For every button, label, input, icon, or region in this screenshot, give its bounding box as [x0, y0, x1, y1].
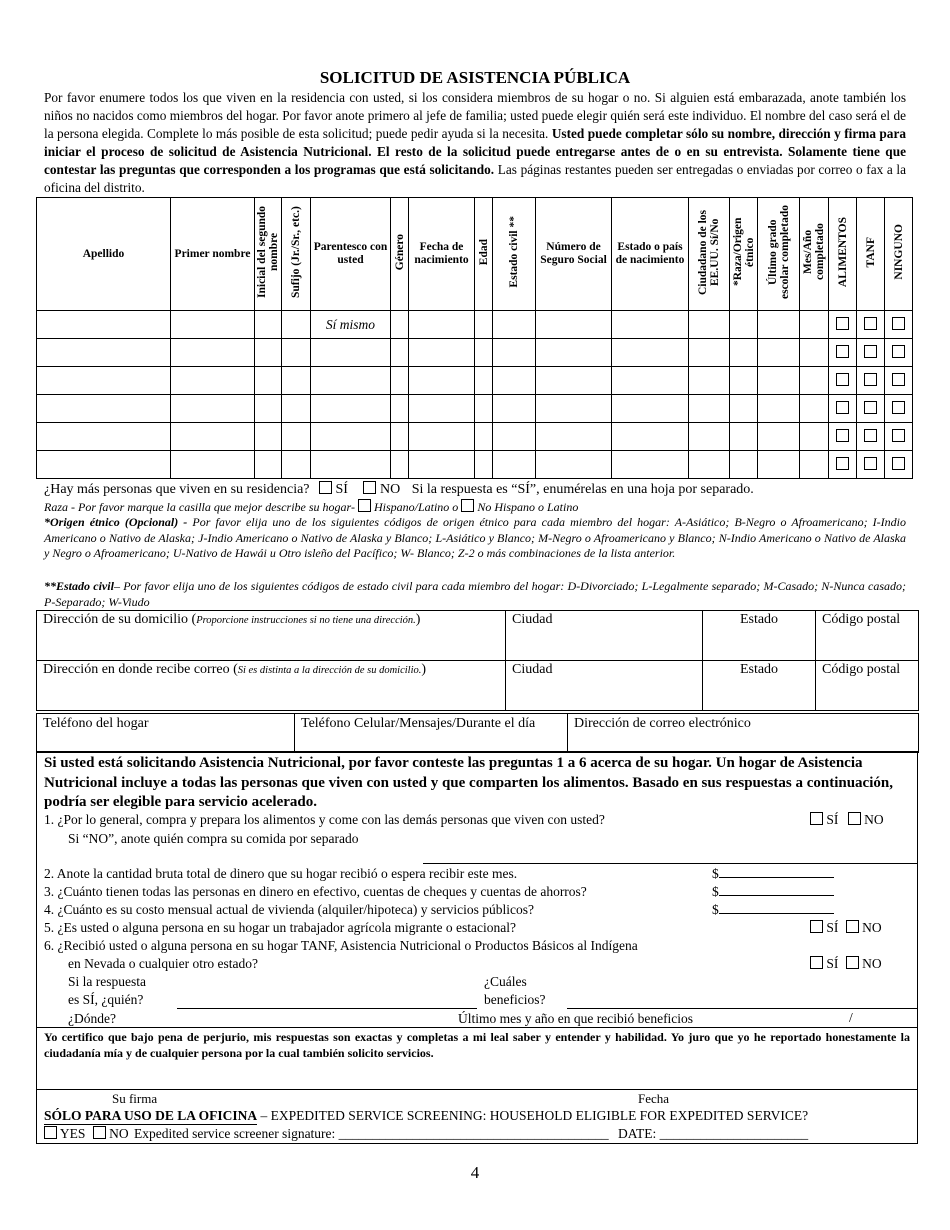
- table-cell[interactable]: [282, 423, 311, 451]
- program-checkbox[interactable]: [864, 401, 877, 414]
- program-checkbox[interactable]: [892, 373, 905, 386]
- table-cell: [829, 395, 857, 423]
- mail-city-field[interactable]: Ciudad: [506, 661, 703, 711]
- intro-text-3: Las páginas restantes pueden ser entregadas o enviadas por correo o fax a la oficina del distrito.: [44, 162, 907, 195]
- table-cell[interactable]: [730, 311, 758, 339]
- table-cell[interactable]: [391, 367, 409, 395]
- table-cell[interactable]: [37, 423, 171, 451]
- table-cell[interactable]: [282, 311, 311, 339]
- table-cell[interactable]: [171, 339, 255, 367]
- civil-note: **Estado civil– Por favor elija uno de los siguientes códigos de estado civil para cada miembro del hogar: D-Divorciado; L-Legalmente separado; M-Casado; N-Nunca casado; P-Separado; W-Viudo: [44, 579, 906, 609]
- table-cell: [885, 423, 913, 451]
- program-checkbox[interactable]: [864, 317, 877, 330]
- q6-answers: SÍ NO: [810, 956, 882, 972]
- table-cell: [829, 311, 857, 339]
- table-cell: [885, 339, 913, 367]
- table-cell: [857, 395, 885, 423]
- program-checkbox[interactable]: [864, 345, 877, 358]
- table-cell[interactable]: [409, 423, 475, 451]
- table-cell[interactable]: [475, 367, 493, 395]
- program-checkbox[interactable]: [892, 429, 905, 442]
- where-label: ¿Dónde?: [68, 1011, 116, 1026]
- table-cell[interactable]: [255, 423, 282, 451]
- table-cell[interactable]: [493, 311, 536, 339]
- nutrition-section: [36, 751, 918, 1144]
- table-cell[interactable]: [282, 339, 311, 367]
- table-cell: [885, 311, 913, 339]
- q5-yes-checkbox[interactable]: [810, 920, 823, 933]
- table-cell[interactable]: [730, 451, 758, 479]
- table-cell[interactable]: [391, 339, 409, 367]
- table-row: [37, 367, 913, 395]
- table-cell[interactable]: [282, 451, 311, 479]
- table-cell[interactable]: [758, 311, 800, 339]
- q4-text: 4. ¿Cuánto es su costo mensual actual de vivienda (alquiler/hipoteca) y servicios públicos?: [44, 902, 534, 917]
- table-cell[interactable]: [689, 451, 730, 479]
- cell-phone-field[interactable]: Teléfono Celular/Mensajes/Durante el día: [295, 714, 568, 753]
- program-checkbox[interactable]: [836, 457, 849, 470]
- table-cell[interactable]: [171, 451, 255, 479]
- more-people-no-label: NO: [379, 482, 401, 497]
- table-cell[interactable]: [255, 339, 282, 367]
- address-table: [36, 610, 919, 711]
- table-cell[interactable]: [409, 367, 475, 395]
- table-cell[interactable]: [409, 395, 475, 423]
- table-cell[interactable]: [311, 451, 391, 479]
- table-cell[interactable]: [689, 367, 730, 395]
- table-row: [37, 311, 913, 339]
- race-note: Raza - Por favor marque la casilla que mejor describe su hogar- Hispano/Latino o No Hispano o Latino: [44, 500, 579, 514]
- col-grado-escolar: Último grado escolar completado: [758, 198, 800, 311]
- table-cell[interactable]: [730, 423, 758, 451]
- q2-text: 2. Anote la cantidad bruta total de dinero que su hogar recibió o espera recibir este mes.: [44, 866, 518, 881]
- table-cell[interactable]: [255, 367, 282, 395]
- table-cell[interactable]: [282, 395, 311, 423]
- table-cell[interactable]: [311, 339, 391, 367]
- q5-no-checkbox[interactable]: [846, 920, 859, 933]
- table-cell[interactable]: [391, 451, 409, 479]
- table-cell[interactable]: [536, 395, 612, 423]
- table-cell[interactable]: [311, 395, 391, 423]
- last-benefit-slash: /: [849, 1010, 853, 1025]
- table-cell[interactable]: [409, 451, 475, 479]
- who-answer-line[interactable]: [177, 1008, 477, 1009]
- program-checkbox[interactable]: [836, 429, 849, 442]
- table-cell[interactable]: [536, 423, 612, 451]
- date-label: Fecha: [638, 1091, 670, 1106]
- col-ninguno: NINGUNO: [885, 198, 913, 311]
- table-cell[interactable]: [689, 423, 730, 451]
- intro-text-1: Por favor enumere todos los que viven en la residencia con usted, si los considera miembros de su hogar o no. Si alguien está embarazada, anote también los niños no nacidos como miembros del hogar. Por favor anote primero al jefe de familia; usted puede elegir quién será este individuo. El nombre del caso será el de la persona elegida. Complete lo más posible de esta solicitud; puede pedir ayuda si la necesita.: [44, 90, 906, 141]
- q1-text: 1. ¿Por lo general, compra y prepara los alimentos y come con las demás personas que viven con usted?: [44, 812, 605, 827]
- table-cell[interactable]: [409, 339, 475, 367]
- col-edad: Edad: [475, 198, 493, 311]
- table-row: [37, 395, 913, 423]
- table-cell[interactable]: [689, 311, 730, 339]
- mail-address-field[interactable]: Dirección en donde recibe correo (Si es distinta a la dirección de su domicilio.): [37, 661, 506, 711]
- table-cell[interactable]: [800, 395, 829, 423]
- table-row: [37, 339, 913, 367]
- program-checkbox[interactable]: [864, 429, 877, 442]
- table-cell[interactable]: [730, 367, 758, 395]
- table-cell: [857, 311, 885, 339]
- table-cell[interactable]: [391, 311, 409, 339]
- table-cell[interactable]: [255, 451, 282, 479]
- q4-amount[interactable]: $: [712, 902, 834, 918]
- who-label-2: es SÍ, ¿quién?: [68, 992, 144, 1007]
- col-alimentos: ALIMENTOS: [829, 198, 857, 311]
- table-cell[interactable]: [37, 367, 171, 395]
- more-people-question: ¿Hay más personas que viven en su residencia?: [44, 482, 310, 497]
- table-cell[interactable]: [409, 311, 475, 339]
- table-cell[interactable]: [171, 311, 255, 339]
- mail-zip-field[interactable]: Código postal: [816, 661, 919, 711]
- col-genero: Género: [391, 198, 409, 311]
- table-row: [37, 451, 913, 479]
- table-cell[interactable]: [493, 451, 536, 479]
- more-people-yes-checkbox[interactable]: [319, 481, 332, 494]
- more-people-instruction: Si la respuesta es “SÍ”, enumérelas en una hoja por separado.: [411, 482, 754, 497]
- col-ciudadano: Ciudadano de los EE.UU. Sí/No: [689, 198, 730, 311]
- intro-text-2: Usted puede completar sólo su nombre, dirección y firma para iniciar el proceso de solicitud de Asistencia Nutricional. El resto de la solicitud puede entregarse antes de o en su entrevista. Solamente tiene que contestar las preguntas que corresponden a los programas que está solicitando.: [44, 126, 907, 177]
- office-use-line: SÓLO PARA USO DE LA OFICINA – EXPEDITED SERVICE SCREENING: HOUSEHOLD ELIGIBLE FOR EXPEDITED SERVICE?: [44, 1108, 809, 1123]
- col-tanf: TANF: [857, 198, 885, 311]
- table-cell[interactable]: [391, 395, 409, 423]
- which-answer-line[interactable]: [567, 1008, 917, 1009]
- col-parentesco: Parentesco con usted: [311, 198, 391, 311]
- home-address-field[interactable]: Dirección de su domicilio (Proporcione instrucciones si no tiene una dirección.): [37, 611, 506, 661]
- table-cell[interactable]: [255, 311, 282, 339]
- table-cell[interactable]: [493, 423, 536, 451]
- q1-no-checkbox[interactable]: [848, 812, 861, 825]
- which-label-1: ¿Cuáles: [484, 974, 527, 989]
- q1b-answer-line[interactable]: [423, 863, 917, 864]
- table-cell[interactable]: [800, 311, 829, 339]
- table-cell[interactable]: [171, 367, 255, 395]
- table-cell[interactable]: [37, 451, 171, 479]
- table-cell[interactable]: [730, 339, 758, 367]
- table-cell: [829, 423, 857, 451]
- q6-no-checkbox[interactable]: [846, 956, 859, 969]
- office-yes-checkbox[interactable]: [44, 1126, 57, 1139]
- table-cell[interactable]: [800, 339, 829, 367]
- q5-text: 5. ¿Es usted o alguna persona en su hogar un trabajador agrícola migrante o estacional?: [44, 920, 516, 935]
- table-cell[interactable]: [689, 395, 730, 423]
- table-cell[interactable]: [536, 451, 612, 479]
- table-cell[interactable]: [475, 395, 493, 423]
- program-checkbox[interactable]: [836, 401, 849, 414]
- table-cell[interactable]: [536, 339, 612, 367]
- table-cell[interactable]: [311, 423, 391, 451]
- phone-table: [36, 713, 919, 753]
- table-cell[interactable]: [612, 339, 689, 367]
- table-cell[interactable]: [612, 311, 689, 339]
- table-cell[interactable]: [612, 395, 689, 423]
- col-mes-ano: Mes/Año completado: [800, 198, 829, 311]
- relation-self: Sí mismo: [325, 316, 376, 332]
- table-cell[interactable]: [311, 311, 391, 339]
- table-cell: [885, 451, 913, 479]
- col-estado-civil: Estado civil **: [493, 198, 536, 311]
- table-cell[interactable]: [171, 395, 255, 423]
- q3-text: 3. ¿Cuánto tienen todas las personas en dinero en efectivo, cuentas de cheques y cuentas de ahorros?: [44, 884, 587, 899]
- program-checkbox[interactable]: [892, 401, 905, 414]
- office-use-label: SÓLO PARA USO DE LA OFICINA: [44, 1108, 258, 1123]
- home-phone-field[interactable]: Teléfono del hogar: [37, 714, 295, 753]
- table-cell: [857, 451, 885, 479]
- office-screening-line: YES NO Expedited service screener signature: ________________________________________ DATE: ______________________: [44, 1126, 808, 1142]
- q2-amount[interactable]: $: [712, 866, 834, 882]
- ethnic-note: *Origen étnico (Opcional) - Por favor elija uno de los siguientes códigos de origen étnico para cada miembro del hogar: A-Asiático; B-Negro o Afroamericano; I-Indio Americano o Nativo de Alaska; J-Indio Americano o Nativo de Alaska y Blanco; L-Asiático y Blanco; M-Negro o Afroamericano y Blanco; N-Indio Americano o Nativo de Alaska y Negro o Afroamericano; U-Nativo de Hawái u Otro isleño del Pacífico; W- Blanco; Z-2 o más combinaciones de la lista anterior.: [44, 515, 906, 560]
- table-cell[interactable]: [800, 423, 829, 451]
- non-hispanic-checkbox[interactable]: [461, 499, 474, 512]
- divider: [37, 1027, 917, 1028]
- table-cell[interactable]: [37, 395, 171, 423]
- q6b-text: en Nevada o cualquier otro estado?: [68, 956, 259, 971]
- table-cell[interactable]: [255, 395, 282, 423]
- table-cell[interactable]: [612, 367, 689, 395]
- table-cell[interactable]: [612, 423, 689, 451]
- table-cell[interactable]: [37, 339, 171, 367]
- col-estado-nacimiento: Estado o país de nacimiento: [612, 198, 689, 311]
- table-header-row: [37, 198, 913, 311]
- col-fecha-nacimiento: Fecha de nacimiento: [409, 198, 475, 311]
- table-row: [37, 423, 913, 451]
- table-cell[interactable]: [758, 395, 800, 423]
- hispanic-checkbox[interactable]: [358, 499, 371, 512]
- program-checkbox[interactable]: [836, 373, 849, 386]
- program-checkbox[interactable]: [892, 317, 905, 330]
- who-label-1: Si la respuesta: [68, 974, 146, 989]
- last-benefit-label: Último mes y año en que recibió beneficios: [458, 1011, 694, 1026]
- table-cell[interactable]: [493, 367, 536, 395]
- table-cell[interactable]: [493, 395, 536, 423]
- table-cell[interactable]: [758, 367, 800, 395]
- table-cell[interactable]: [311, 367, 391, 395]
- page-title: SOLICITUD DE ASISTENCIA PÚBLICA: [319, 68, 631, 87]
- q6-yes-checkbox[interactable]: [810, 956, 823, 969]
- table-cell[interactable]: [37, 311, 171, 339]
- table-cell: [885, 367, 913, 395]
- q1-answers: SÍ NO: [810, 812, 884, 828]
- table-cell[interactable]: [758, 423, 800, 451]
- q1b-text: Si “NO”, anote quién compra su comida por separado: [68, 831, 359, 846]
- office-no-checkbox[interactable]: [93, 1126, 106, 1139]
- q1-yes-checkbox[interactable]: [810, 812, 823, 825]
- table-cell: [829, 367, 857, 395]
- q3-amount[interactable]: $: [712, 884, 834, 900]
- col-primer-nombre: Primer nombre: [171, 198, 255, 311]
- table-cell[interactable]: [536, 367, 612, 395]
- intro-paragraph: [44, 89, 906, 197]
- more-people-no-checkbox[interactable]: [363, 481, 376, 494]
- table-cell[interactable]: [758, 451, 800, 479]
- email-field[interactable]: Dirección de correo electrónico: [568, 714, 919, 753]
- table-cell[interactable]: [800, 451, 829, 479]
- which-label-2: beneficios?: [484, 992, 546, 1007]
- signature-label: Su firma: [112, 1091, 158, 1106]
- program-checkbox[interactable]: [836, 317, 849, 330]
- table-cell[interactable]: [800, 367, 829, 395]
- table-cell: [857, 367, 885, 395]
- table-cell: [857, 423, 885, 451]
- col-seguro-social: Número de Seguro Social: [536, 198, 612, 311]
- table-cell[interactable]: [475, 339, 493, 367]
- program-checkbox[interactable]: [836, 345, 849, 358]
- table-cell: [885, 395, 913, 423]
- table-cell: [829, 339, 857, 367]
- table-cell[interactable]: [730, 395, 758, 423]
- table-cell[interactable]: [475, 451, 493, 479]
- page-number: 4: [470, 1163, 480, 1182]
- table-cell[interactable]: [171, 423, 255, 451]
- home-state-field[interactable]: Estado: [703, 611, 816, 661]
- col-raza: *Raza/Origen étnico: [730, 198, 758, 311]
- home-zip-field[interactable]: Código postal: [816, 611, 919, 661]
- signature-line[interactable]: [37, 1089, 917, 1090]
- table-cell[interactable]: [282, 367, 311, 395]
- table-cell: [857, 339, 885, 367]
- table-cell: [829, 451, 857, 479]
- home-city-field[interactable]: Ciudad: [506, 611, 703, 661]
- table-cell[interactable]: [475, 311, 493, 339]
- q5-answers: SÍ NO: [810, 920, 882, 936]
- program-checkbox[interactable]: [892, 457, 905, 470]
- table-cell[interactable]: [689, 339, 730, 367]
- program-checkbox[interactable]: [864, 373, 877, 386]
- more-people-line: [44, 481, 754, 498]
- mail-state-field[interactable]: Estado: [703, 661, 816, 711]
- nutrition-heading: Si usted está solicitando Asistencia Nutricional, por favor conteste las preguntas 1 a 6 acerca de su hogar. Un hogar de Asistencia Nutricional incluye a todas las personas que viven con usted y que comparten los alimentos. Basado en sus respuestas a continuación, podría ser elegible para servicio acelerado.: [44, 755, 893, 810]
- household-members-table: [36, 197, 913, 479]
- table-cell[interactable]: [493, 339, 536, 367]
- table-cell[interactable]: [536, 311, 612, 339]
- col-sufijo: Sufijo (Jr./Sr., etc.): [282, 198, 311, 311]
- col-inicial: Inicial del segundo nombre: [255, 198, 282, 311]
- program-checkbox[interactable]: [892, 345, 905, 358]
- table-cell[interactable]: [758, 339, 800, 367]
- certify-text: Yo certifico que bajo pena de perjurio, mis respuestas son exactas y completas a mi leal saber y entender y habilidad. Yo juro que yo he reportado honestamente la ciudadanía mía y de cualquier persona por la cual también solicito servicios.: [44, 1030, 910, 1060]
- more-people-yes-label: SÍ: [335, 482, 348, 497]
- q6-text: 6. ¿Recibió usted o alguna persona en su hogar TANF, Asistencia Nutricional o Productos Básicos al Indígena: [44, 938, 638, 953]
- col-apellido: Apellido: [37, 198, 171, 311]
- program-checkbox[interactable]: [864, 457, 877, 470]
- table-cell[interactable]: [475, 423, 493, 451]
- table-cell[interactable]: [391, 423, 409, 451]
- table-cell[interactable]: [612, 451, 689, 479]
